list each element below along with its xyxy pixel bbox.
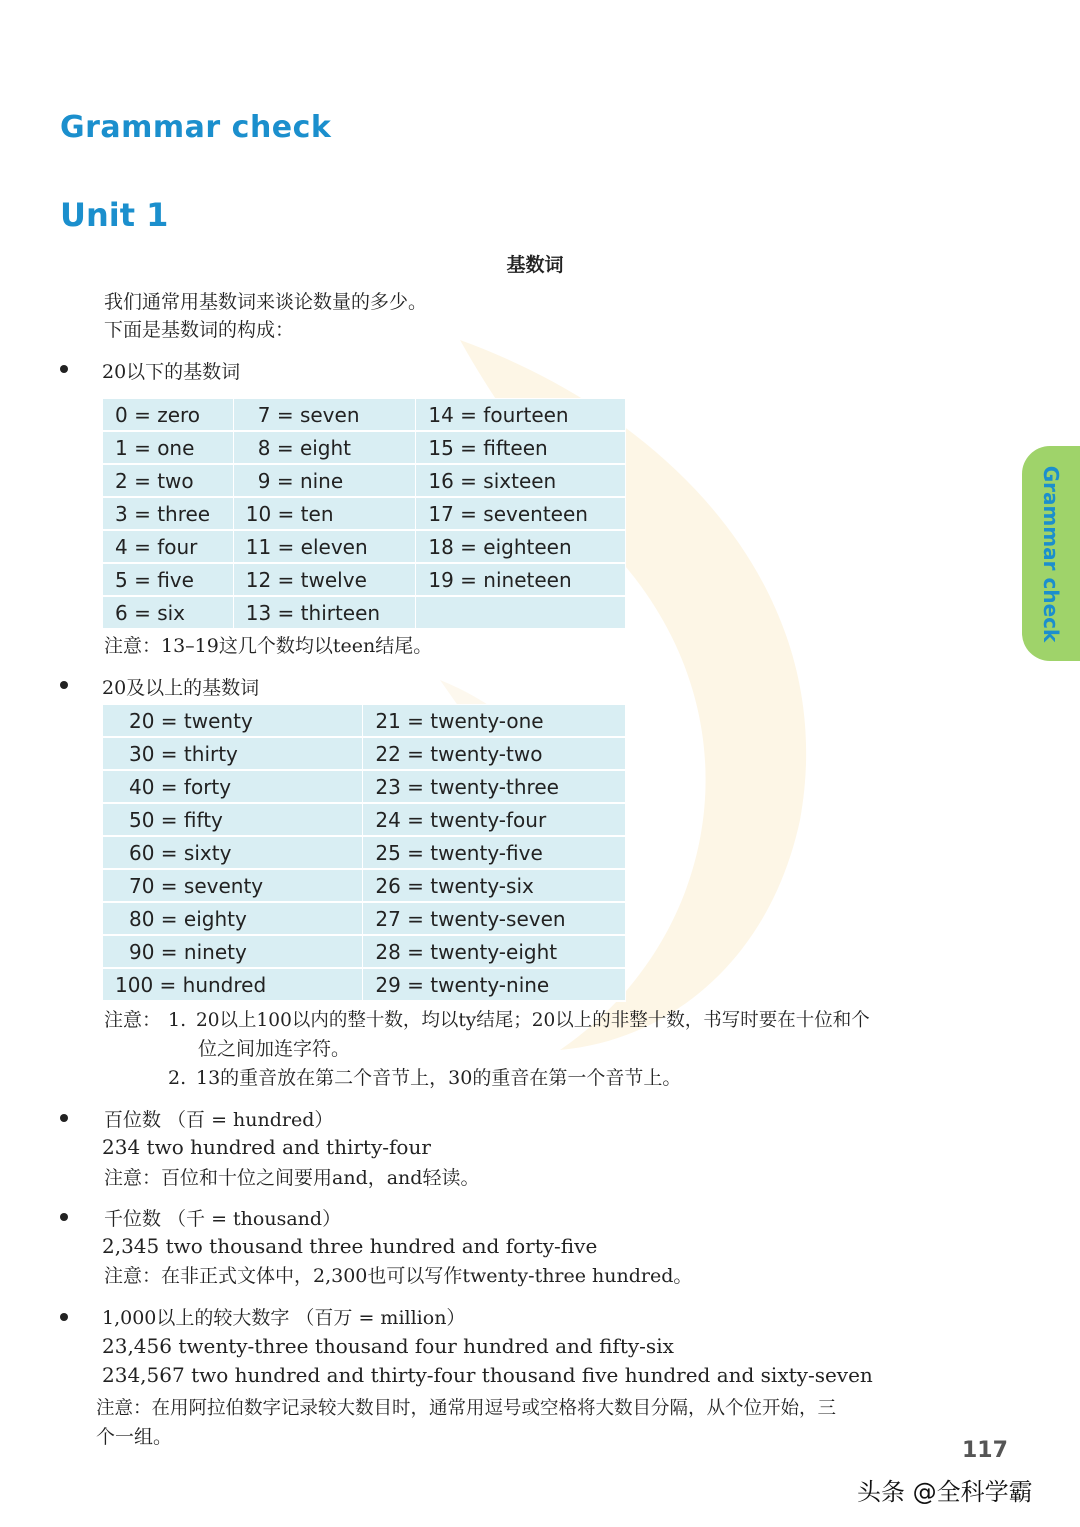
table-cell xyxy=(416,596,626,629)
table-cell: 40 = forty xyxy=(103,770,363,803)
table-row xyxy=(103,968,626,1001)
table-cell: 27 = twenty-seven xyxy=(363,902,626,935)
table-cell: 10 = ten xyxy=(233,497,416,530)
table-row xyxy=(103,770,626,803)
table-row xyxy=(103,836,626,869)
table-cell: 23 = twenty-three xyxy=(363,770,626,803)
over20-note1-line2: 位之间加连字符。 xyxy=(198,1038,351,1060)
topic-title: 基数词 xyxy=(506,254,564,276)
section-title: Grammar check xyxy=(60,110,332,145)
over20-heading: 20及以上的基数词 xyxy=(102,677,260,699)
over20-table xyxy=(102,704,626,1002)
hundreds-heading: 百位数 （百 = hundred） xyxy=(104,1109,334,1131)
table-cell: 19 = nineteen xyxy=(416,563,626,596)
table-cell: 3 = three xyxy=(103,497,234,530)
under20-heading: 20以下的基数词 xyxy=(102,361,241,383)
thousands-heading: 千位数 （千 = thousand） xyxy=(104,1208,342,1230)
table-cell: 60 = sixty xyxy=(103,836,363,869)
table-row xyxy=(103,869,626,902)
table-cell: 18 = eighteen xyxy=(416,530,626,563)
table-cell: 4 = four xyxy=(103,530,234,563)
table-cell: 22 = twenty-two xyxy=(363,737,626,770)
table-cell: 14 = fourteen xyxy=(416,399,626,432)
table-row xyxy=(103,530,626,563)
table-cell: 7 = seven xyxy=(233,399,416,432)
table-row xyxy=(103,431,626,464)
thousands-example: 2,345 two thousand three hundred and forty-five xyxy=(102,1234,598,1258)
thousands-note: 注意：在非正式文体中，2,300也可以写作twenty-three hundred。 xyxy=(104,1265,693,1287)
table-cell: 11 = eleven xyxy=(233,530,416,563)
table-cell: 17 = seventeen xyxy=(416,497,626,530)
watermark-text: 头条 @全科学霸 xyxy=(857,1478,1033,1506)
under20-table xyxy=(102,398,626,630)
over20-note1-line1: 20以上100以内的整十数，均以ty结尾；20以上的非整十数，书写时要在十位和个 xyxy=(196,1010,870,1031)
table-cell: 9 = nine xyxy=(233,464,416,497)
table-row xyxy=(103,803,626,836)
table-cell: 2 = two xyxy=(103,464,234,497)
table-cell: 15 = fifteen xyxy=(416,431,626,464)
table-cell: 28 = twenty-eight xyxy=(363,935,626,968)
table-cell: 30 = thirty xyxy=(103,737,363,770)
table-row xyxy=(103,563,626,596)
large-example-2: 234,567 two hundred and thirty-four thousand five hundred and sixty-seven xyxy=(102,1363,873,1387)
table-row xyxy=(103,935,626,968)
table-cell: 21 = twenty-one xyxy=(363,705,626,738)
table-cell: 20 = twenty xyxy=(103,705,363,738)
over20-note2-number: 2. xyxy=(168,1067,187,1089)
table-cell: 25 = twenty-five xyxy=(363,836,626,869)
side-chapter-tab[interactable] xyxy=(1022,446,1080,661)
intro-line-1: 我们通常用基数词来谈论数量的多少。 xyxy=(104,291,428,313)
bullet-dot xyxy=(60,1114,68,1122)
large-example-1: 23,456 twenty-three thousand four hundred and fifty-six xyxy=(102,1334,674,1358)
table-row xyxy=(103,399,626,432)
table-cell: 26 = twenty-six xyxy=(363,869,626,902)
bullet-dot xyxy=(60,1213,68,1221)
table-row xyxy=(103,902,626,935)
over20-note1-number: 1. xyxy=(168,1009,187,1031)
table-cell: 80 = eighty xyxy=(103,902,363,935)
intro-line-2: 下面是基数词的构成： xyxy=(104,319,295,341)
table-cell: 90 = ninety xyxy=(103,935,363,968)
under20-note: 注意：13–19这几个数均以teen结尾。 xyxy=(104,635,433,657)
table-cell: 6 = six xyxy=(103,596,234,629)
page-number: 117 xyxy=(962,1438,1008,1463)
table-cell: 50 = fifty xyxy=(103,803,363,836)
table-cell: 5 = five xyxy=(103,563,234,596)
table-cell: 8 = eight xyxy=(233,431,416,464)
table-row xyxy=(103,596,626,629)
table-cell: 13 = thirteen xyxy=(233,596,416,629)
over20-note2: 13的重音放在第二个音节上，30的重音在第一个音节上。 xyxy=(196,1067,682,1089)
bullet-dot xyxy=(60,365,68,373)
table-cell: 100 = hundred xyxy=(103,968,363,1001)
table-row xyxy=(103,464,626,497)
side-tab-label: Grammar check xyxy=(1039,465,1063,642)
hundreds-example: 234 two hundred and thirty-four xyxy=(102,1135,431,1159)
hundreds-note: 注意：百位和十位之间要用and，and轻读。 xyxy=(104,1167,480,1189)
table-cell: 0 = zero xyxy=(103,399,234,432)
table-row xyxy=(103,737,626,770)
unit-title: Unit 1 xyxy=(60,196,169,234)
bullet-dot xyxy=(60,681,68,689)
table-cell: 29 = twenty-nine xyxy=(363,968,626,1001)
table-cell: 24 = twenty-four xyxy=(363,803,626,836)
large-heading: 1,000以上的较大数字 （百万 = million） xyxy=(102,1307,466,1329)
table-cell: 1 = one xyxy=(103,431,234,464)
large-note-line1: 注意：在用阿拉伯数字记录较大数目时，通常用逗号或空格将大数目分隔，从个位开始，三 xyxy=(96,1398,837,1419)
table-cell: 16 = sixteen xyxy=(416,464,626,497)
large-note-line2: 个一组。 xyxy=(96,1426,173,1448)
over20-note-label: 注意： xyxy=(104,1009,162,1031)
table-cell: 70 = seventy xyxy=(103,869,363,902)
table-cell: 12 = twelve xyxy=(233,563,416,596)
bullet-dot xyxy=(60,1313,68,1321)
table-row xyxy=(103,497,626,530)
table-row xyxy=(103,705,626,738)
